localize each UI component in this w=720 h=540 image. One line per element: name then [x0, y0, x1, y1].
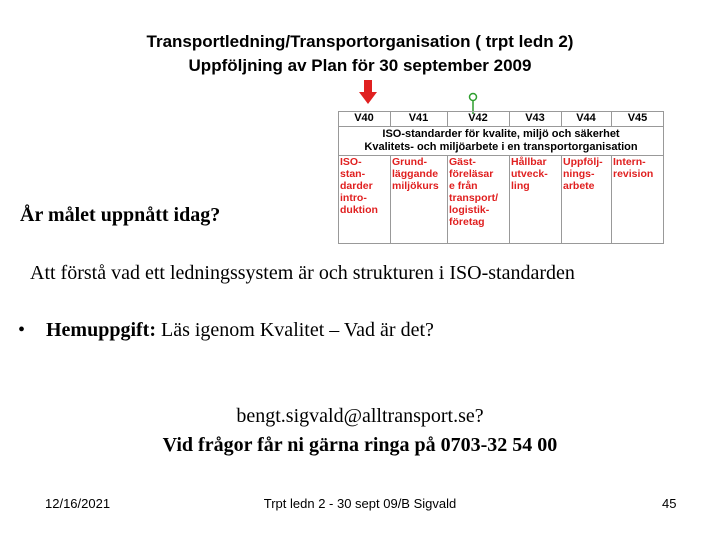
grid-line — [338, 111, 664, 112]
week-header-v43: V43 — [525, 112, 545, 124]
contact-phone-line: Vid frågor får ni gärna ringa på 0703-32 54 00 — [162, 434, 558, 456]
grid-line — [611, 111, 612, 126]
grid-line — [338, 155, 664, 156]
grid-line — [509, 155, 510, 244]
slide-title — [0, 30, 720, 78]
week-header-v41: V41 — [408, 112, 429, 124]
goal-question: År målet uppnått idag? — [20, 204, 221, 226]
grid-line — [447, 111, 448, 126]
topic-cell-v41: Grund- läggande miljökurs — [392, 156, 439, 192]
grid-line — [663, 111, 664, 244]
grid-line — [561, 111, 562, 126]
topic-cell-v40: ISO- stan- darder intro- duktion — [340, 156, 378, 216]
schedule-table — [338, 111, 664, 244]
topic-cell-v45: Intern- revision — [613, 156, 654, 180]
grid-line — [390, 155, 391, 244]
footer-date: 12/16/2021 — [45, 496, 111, 511]
grid-line — [561, 155, 562, 244]
contact-email: bengt.sigvald@alltransport.se? — [236, 405, 484, 427]
footer-course-label: Trpt ledn 2 - 30 sept 09/B Sigvald — [263, 496, 457, 511]
footer-page-number: 45 — [662, 496, 677, 511]
grid-line — [390, 111, 391, 126]
week-header-v40: V40 — [354, 112, 374, 124]
homework-label: Hemuppgift: — [46, 319, 156, 341]
schedule-banner-quality: Kvalitets- och miljöarbete i en transportorganisation — [364, 141, 638, 153]
homework-text: Läs igenom Kvalitet – Vad är det? — [156, 319, 434, 341]
topic-cell-v44: Uppfölj- nings- arbete — [563, 156, 603, 192]
bullet-icon: • — [18, 319, 26, 341]
topic-cell-v42: Gäst- föreläsar e från transport/ logistik- företag — [449, 156, 499, 228]
title-line-1: Transportledning/Transportorganisation ( trpt ledn 2) — [146, 32, 574, 51]
week-header-v42: V42 — [468, 112, 488, 124]
grid-line — [338, 126, 664, 127]
schedule-banner-iso: ISO-standarder för kvalite, miljö och säkerhet — [382, 128, 620, 140]
grid-line — [338, 243, 664, 244]
week-header-v44: V44 — [576, 112, 596, 124]
homework-bullet-item — [18, 319, 434, 342]
week-header-v45: V45 — [627, 112, 648, 124]
topic-cell-v43: Hållbar utveck- ling — [511, 156, 548, 192]
goal-statement: Att förstå vad ett ledningssystem är och strukturen i ISO-standarden — [30, 262, 575, 284]
grid-line — [509, 111, 510, 126]
grid-line — [338, 111, 339, 244]
arrow-down-icon — [359, 80, 377, 104]
title-line-2: Uppföljning av Plan för 30 september 2009 — [188, 56, 532, 75]
grid-line — [447, 155, 448, 244]
grid-line — [611, 155, 612, 244]
